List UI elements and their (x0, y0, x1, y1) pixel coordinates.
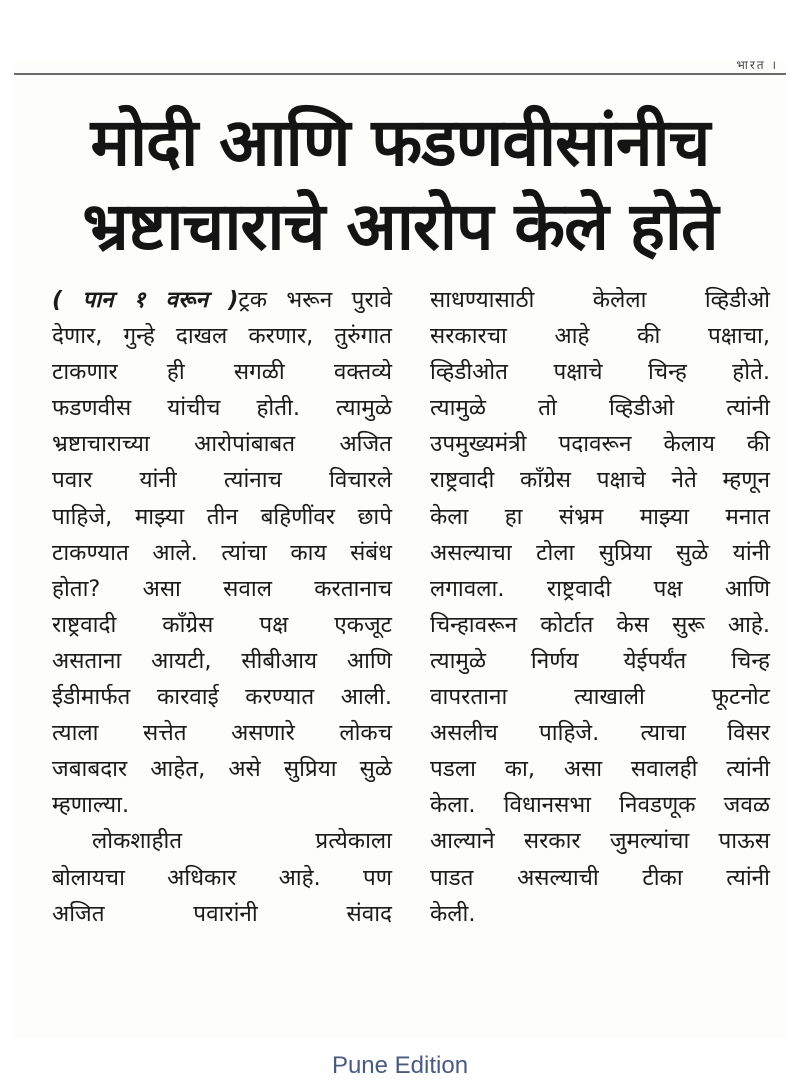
article-line: पाडत असल्याची टीका त्यांनी (430, 864, 770, 891)
article-line: बोलायचा अधिकार आहे. पण (52, 864, 392, 891)
article-line: म्हणाल्या. (52, 792, 130, 819)
headline-line-1: मोदी आणि फडणवीसांनीच (90, 104, 710, 181)
article-line: ( पान १ वरून )ट्रक भरून पुरावे (52, 287, 392, 313)
article-line: केली. (430, 900, 476, 927)
article-line: साधण्यासाठी केलेला व्हिडीओ (430, 287, 770, 313)
article-line: सरकारचा आहे की पक्षाचा, (430, 323, 770, 350)
newspaper-clipping (14, 60, 786, 1038)
article-line: राष्ट्रवादी काँग्रेस पक्षाचे नेते म्हणून (430, 467, 770, 494)
article-line: त्यामुळे निर्णय येईपर्यंत चिन्ह (430, 647, 770, 674)
article-line: लगावला. राष्ट्रवादी पक्ष आणि (430, 575, 770, 602)
article-line: असलीच पाहिजे. त्याचा विसर (430, 720, 770, 747)
article-line: अजित पवारांनी संवाद (52, 900, 392, 927)
article-line: वापरताना त्याखाली फूटनोट (430, 684, 770, 711)
article-line: व्हिडीओत पक्षाचे चिन्ह होते. (430, 359, 770, 386)
article-line: केला. विधानसभा निवडणूक जवळ (430, 792, 770, 819)
article-line: केला हा संभ्रम माझ्या मनात (430, 503, 770, 530)
article-line: लोकशाहीत प्रत्येकाला (92, 828, 392, 855)
corner-text: भारत । (736, 60, 778, 72)
article-line: असल्याचा टोला सुप्रिया सुळे यांनी (430, 539, 770, 566)
article-line: टाकणार ही सगळी वक्तव्ये (52, 359, 392, 386)
article-line: होता? असा सवाल करतानाच (52, 575, 392, 602)
headline-line-2: भ्रष्टाचाराचे आरोप केले होते (82, 188, 718, 265)
article-line: जबाबदार आहेत, असे सुप्रिया सुळे (52, 756, 392, 783)
article-column-left (52, 282, 392, 932)
article-line: त्याला सत्तेत असणारे लोकच (52, 720, 392, 747)
article-line: चिन्हावरून कोर्टात केस सुरू आहे. (430, 611, 770, 638)
continued-from-marker: ( पान १ वरून ) (52, 287, 239, 313)
top-strip (0, 0, 800, 60)
article-column-right (430, 282, 770, 932)
edition-caption: Pune Edition (331, 1052, 469, 1079)
article-line: टाकण्यात आले. त्यांचा काय संबंध (52, 539, 392, 566)
article-line: उपमुख्यमंत्री पदावरून केलाय की (430, 431, 770, 458)
article-line: पवार यांनी त्यांनाच विचारले (52, 467, 392, 494)
article-line: पडला का, असा सवालही त्यांनी (430, 756, 770, 783)
article-line: भ्रष्टाचाराच्या आरोपांबाबत अजित (52, 431, 392, 458)
article-line: राष्ट्रवादी काँग्रेस पक्ष एकजूट (52, 611, 392, 638)
article-line: ईडीमार्फत कारवाई करण्यात आली. (52, 684, 392, 711)
article-line: असताना आयटी, सीबीआय आणि (52, 647, 392, 674)
article-line: पाहिजे, माझ्या तीन बहिणींवर छापे (52, 503, 392, 530)
article-line: आल्याने सरकार जुमल्यांचा पाऊस (430, 828, 770, 855)
article-line: देणार, गुन्हे दाखल करणार, तुरुंगात (52, 323, 392, 350)
article-line: फडणवीस यांचीच होती. त्यामुळे (52, 395, 392, 422)
top-rule (14, 73, 786, 75)
article-line: त्यामुळे तो व्हिडीओ त्यांनी (430, 395, 770, 422)
